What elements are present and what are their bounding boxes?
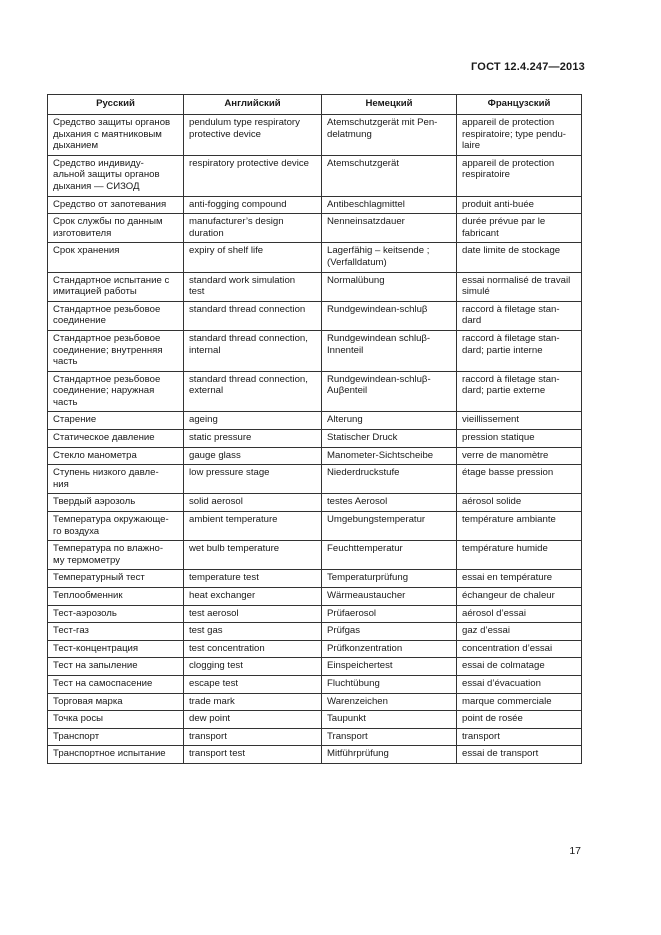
table-row — [48, 155, 582, 196]
cell-russian: Тест-газ — [48, 623, 184, 641]
table-row — [48, 115, 582, 156]
table-row — [48, 465, 582, 494]
cell-english: test aerosol — [184, 605, 322, 623]
table-row — [48, 658, 582, 676]
table-row — [48, 272, 582, 301]
cell-german: Atemschutzgerät — [322, 155, 457, 196]
cell-french: verre de manomètre — [457, 447, 582, 465]
cell-english: ambient temperature — [184, 512, 322, 541]
cell-french: date limite de stockage — [457, 243, 582, 272]
cell-english: standard thread connection, internal — [184, 330, 322, 371]
cell-english: test concentration — [184, 640, 322, 658]
cell-german: Transport — [322, 728, 457, 746]
cell-english: gauge glass — [184, 447, 322, 465]
cell-russian: Средство индивиду- альной защиты органов дыхания — СИЗОД — [48, 155, 184, 196]
cell-french: marque commerciale — [457, 693, 582, 711]
column-header-french: Французский — [457, 95, 582, 115]
cell-german: Prüfkonzentration — [322, 640, 457, 658]
cell-english: standard thread connection, external — [184, 371, 322, 412]
cell-english: standard thread connection — [184, 301, 322, 330]
cell-french: pression statique — [457, 430, 582, 448]
cell-german: Lagerfähig – keitsende ; (Verfalldatum) — [322, 243, 457, 272]
cell-french: appareil de protection respiratoire; type pendu- laire — [457, 115, 582, 156]
table-body — [48, 115, 582, 764]
cell-german: Warenzeichen — [322, 693, 457, 711]
cell-french: échangeur de chaleur — [457, 588, 582, 606]
cell-russian: Средство от запотевания — [48, 196, 184, 214]
table-row — [48, 371, 582, 412]
cell-french: point de rosée — [457, 711, 582, 729]
cell-english: expiry of shelf life — [184, 243, 322, 272]
table-row — [48, 330, 582, 371]
table-row — [48, 640, 582, 658]
cell-german: Niederdruckstufe — [322, 465, 457, 494]
cell-russian: Транспортное испытание — [48, 746, 184, 764]
cell-russian: Старение — [48, 412, 184, 430]
cell-german: Normalübung — [322, 272, 457, 301]
cell-french: étage basse pression — [457, 465, 582, 494]
table-row — [48, 693, 582, 711]
cell-german: Alterung — [322, 412, 457, 430]
cell-german: Wärmeaustaucher — [322, 588, 457, 606]
table-row — [48, 301, 582, 330]
cell-russian: Температура окружающе- го воздуха — [48, 512, 184, 541]
cell-german: Rundgewindean schluβ- Innenteil — [322, 330, 457, 371]
cell-russian: Стандартное испытание с имитацией работы — [48, 272, 184, 301]
cell-russian: Твердый аэрозоль — [48, 494, 184, 512]
cell-english: anti-fogging compound — [184, 196, 322, 214]
cell-french: durée prévue par le fabricant — [457, 214, 582, 243]
cell-russian: Тест-аэрозоль — [48, 605, 184, 623]
cell-german: Prüfgas — [322, 623, 457, 641]
table-row — [48, 711, 582, 729]
cell-german: Feuchttemperatur — [322, 541, 457, 570]
cell-english: escape test — [184, 675, 322, 693]
table-row — [48, 214, 582, 243]
cell-russian: Торговая марка — [48, 693, 184, 711]
table-row — [48, 746, 582, 764]
cell-russian: Тест на самоспасение — [48, 675, 184, 693]
cell-english: pendulum type respiratory protective device — [184, 115, 322, 156]
column-header-russian: Русский — [48, 95, 184, 115]
cell-russian: Стандартное резьбовое соединение; наружная часть — [48, 371, 184, 412]
cell-english: wet bulb temperature — [184, 541, 322, 570]
cell-german: Mitführprüfung — [322, 746, 457, 764]
cell-french: raccord à filetage stan- dard; partie externe — [457, 371, 582, 412]
table-row — [48, 430, 582, 448]
table-row — [48, 623, 582, 641]
cell-german: Temperaturprüfung — [322, 570, 457, 588]
cell-english: respiratory protective device — [184, 155, 322, 196]
cell-english: low pressure stage — [184, 465, 322, 494]
cell-french: concentration d’essai — [457, 640, 582, 658]
table-row — [48, 675, 582, 693]
cell-german: Nenneinsatzdauer — [322, 214, 457, 243]
cell-french: raccord à filetage stan- dard; partie interne — [457, 330, 582, 371]
table-row — [48, 196, 582, 214]
cell-french: aérosol solide — [457, 494, 582, 512]
cell-russian: Статическое давление — [48, 430, 184, 448]
cell-russian: Срок службы по данным изготовителя — [48, 214, 184, 243]
cell-english: transport test — [184, 746, 322, 764]
cell-russian: Тест-концентрация — [48, 640, 184, 658]
cell-french: transport — [457, 728, 582, 746]
cell-french: aérosol d’essai — [457, 605, 582, 623]
table-row — [48, 605, 582, 623]
page-number: 17 — [569, 845, 581, 857]
cell-french: essai normalisé de travail simulé — [457, 272, 582, 301]
cell-french: appareil de protection respiratoire — [457, 155, 582, 196]
cell-english: ageing — [184, 412, 322, 430]
cell-german: Fluchtübung — [322, 675, 457, 693]
cell-russian: Тест на запыление — [48, 658, 184, 676]
cell-russian: Средство защиты органов дыхания с маятниковым дыханием — [48, 115, 184, 156]
cell-russian: Точка росы — [48, 711, 184, 729]
table-row — [48, 412, 582, 430]
cell-english: trade mark — [184, 693, 322, 711]
cell-french: température ambiante — [457, 512, 582, 541]
cell-german: Rundgewindean-schluβ — [322, 301, 457, 330]
cell-english: standard work simulation test — [184, 272, 322, 301]
cell-english: test gas — [184, 623, 322, 641]
table-row — [48, 512, 582, 541]
cell-german: Taupunkt — [322, 711, 457, 729]
cell-german: Einspeichertest — [322, 658, 457, 676]
cell-french: produit anti-buée — [457, 196, 582, 214]
cell-english: manufacturer’s design duration — [184, 214, 322, 243]
cell-french: essai d’évacuation — [457, 675, 582, 693]
cell-russian: Температурный тест — [48, 570, 184, 588]
cell-russian: Стандартное резьбовое соединение — [48, 301, 184, 330]
cell-english: transport — [184, 728, 322, 746]
table-row — [48, 570, 582, 588]
document-code: ГОСТ 12.4.247—2013 — [471, 61, 585, 73]
cell-english: solid aerosol — [184, 494, 322, 512]
cell-english: heat exchanger — [184, 588, 322, 606]
cell-russian: Транспорт — [48, 728, 184, 746]
cell-french: essai de transport — [457, 746, 582, 764]
table-header-row — [48, 95, 582, 115]
column-header-german: Немецкий — [322, 95, 457, 115]
cell-russian: Температура по влажно- му термометру — [48, 541, 184, 570]
cell-german: Atemschutzgerät mit Pen- delatmung — [322, 115, 457, 156]
cell-russian: Теплообменник — [48, 588, 184, 606]
cell-german: Statischer Druck — [322, 430, 457, 448]
table-row — [48, 728, 582, 746]
table-row — [48, 243, 582, 272]
cell-french: vieillissement — [457, 412, 582, 430]
column-header-english: Английский — [184, 95, 322, 115]
cell-french: gaz d’essai — [457, 623, 582, 641]
cell-english: temperature test — [184, 570, 322, 588]
cell-german: Rundgewindean-schluβ- Auβenteil — [322, 371, 457, 412]
cell-english: static pressure — [184, 430, 322, 448]
cell-russian: Стандартное резьбовое соединение; внутренняя часть — [48, 330, 184, 371]
glossary-table — [47, 94, 582, 764]
cell-russian: Стекло манометра — [48, 447, 184, 465]
cell-english: clogging test — [184, 658, 322, 676]
cell-german: Antibeschlagmittel — [322, 196, 457, 214]
table-row — [48, 447, 582, 465]
cell-french: raccord à filetage stan- dard — [457, 301, 582, 330]
cell-french: essai en température — [457, 570, 582, 588]
cell-french: essai de colmatage — [457, 658, 582, 676]
cell-german: testes Aerosol — [322, 494, 457, 512]
cell-english: dew point — [184, 711, 322, 729]
cell-russian: Срок хранения — [48, 243, 184, 272]
table-row — [48, 588, 582, 606]
cell-german: Manometer-Sichtscheibe — [322, 447, 457, 465]
table-row — [48, 541, 582, 570]
cell-german: Prüfaerosol — [322, 605, 457, 623]
table-row — [48, 494, 582, 512]
cell-russian: Ступень низкого давле- ния — [48, 465, 184, 494]
cell-german: Umgebungstemperatur — [322, 512, 457, 541]
cell-french: température humide — [457, 541, 582, 570]
